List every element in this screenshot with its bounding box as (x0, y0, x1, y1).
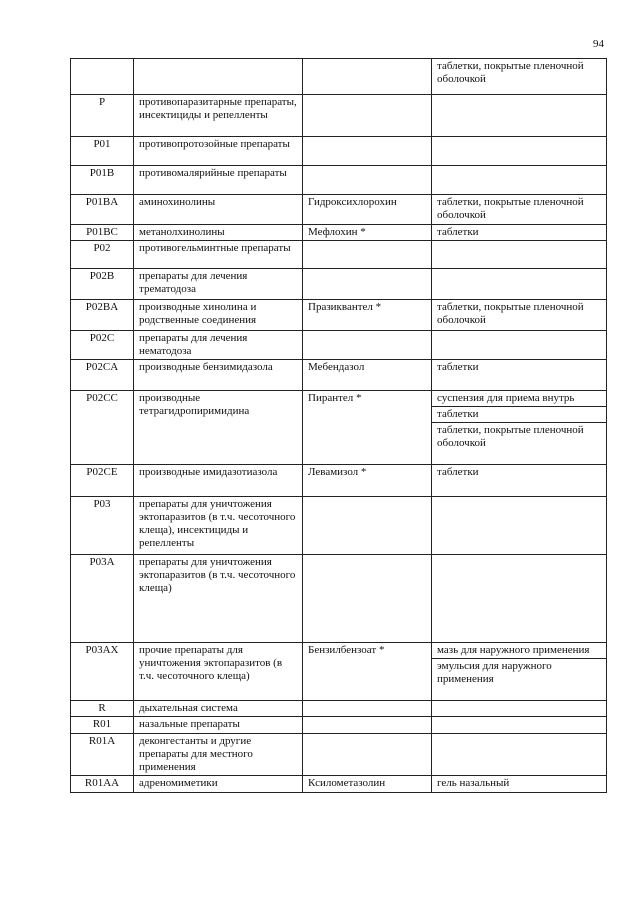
atc-code-cell: P01BC (71, 225, 134, 241)
table-row (71, 241, 607, 269)
drug-name-cell: Празиквантел * (303, 300, 432, 331)
atc-code-cell: P (71, 95, 134, 137)
drug-name-cell: Ксилометазолин (303, 776, 432, 793)
dosage-forms-cell (432, 331, 607, 360)
drug-name-cell (303, 734, 432, 776)
dosage-forms-cell (432, 137, 607, 166)
group-name-cell: противомалярийные препараты (134, 166, 303, 195)
group-name-cell: противопротозойные препараты (134, 137, 303, 166)
dosage-forms-cell (432, 95, 607, 137)
drug-name-cell (303, 95, 432, 137)
dosage-forms-cell (432, 166, 607, 195)
dosage-forms-cell (432, 391, 607, 465)
drug-name-cell: Бензилбензоат * (303, 643, 432, 701)
dosage-forms-cell (432, 643, 607, 701)
group-name-cell: противогельминтные препараты (134, 241, 303, 269)
group-name-cell: назальные препараты (134, 717, 303, 734)
table-row (71, 300, 607, 331)
dosage-forms-cell (432, 269, 607, 300)
dosage-forms-cell (432, 701, 607, 717)
dosage-form: таблетки, покрытые пленочной оболочкой (432, 422, 606, 450)
table-row (71, 331, 607, 360)
dosage-form: гель назальный (437, 777, 510, 789)
drug-name-cell: Мефлохин * (303, 225, 432, 241)
group-name-cell: препараты для лечения трематодоза (134, 269, 303, 300)
table-row (71, 465, 607, 497)
dosage-form: таблетки (437, 466, 479, 478)
table-row (71, 360, 607, 391)
table-row (71, 643, 607, 701)
table-row (71, 555, 607, 643)
table-row (71, 734, 607, 776)
table-row (71, 195, 607, 225)
drug-name-cell: Гидроксихлорохин (303, 195, 432, 225)
table-row (71, 166, 607, 195)
group-name-cell: противопаразитарные препараты, инсектициды и репелленты (134, 95, 303, 137)
atc-code-cell: R01 (71, 717, 134, 734)
drug-name-cell (303, 555, 432, 643)
dosage-forms-cell (432, 465, 607, 497)
drug-name-cell (303, 59, 432, 95)
dosage-forms-cell (432, 776, 607, 793)
atc-code-cell: P03AX (71, 643, 134, 701)
dosage-forms-cell (432, 195, 607, 225)
atc-code-cell: P03A (71, 555, 134, 643)
table-body (71, 59, 607, 793)
atc-code-cell: P02CC (71, 391, 134, 465)
group-name-cell: производные имидазотиазола (134, 465, 303, 497)
atc-code-cell: P03 (71, 497, 134, 555)
dosage-forms-cell (432, 59, 607, 95)
group-name-cell: прочие препараты для уничтожения эктопаразитов (в т.ч. чесоточного клеща) (134, 643, 303, 701)
atc-code-cell: P02BA (71, 300, 134, 331)
table-row (71, 137, 607, 166)
page-number: 94 (593, 38, 604, 50)
dosage-form: суспензия для приема внутрь (437, 392, 575, 404)
atc-code-cell: P02CA (71, 360, 134, 391)
table-row (71, 701, 607, 717)
drug-name-cell (303, 497, 432, 555)
table-row (71, 776, 607, 793)
dosage-form: таблетки, покрытые пленочной оболочкой (437, 301, 584, 326)
drug-name-cell: Левамизол * (303, 465, 432, 497)
group-name-cell: препараты для уничтожения эктопаразитов (в т.ч. чесоточного клеща), инсектициды и репелленты (134, 497, 303, 555)
atc-code-cell: R01AA (71, 776, 134, 793)
dosage-form: таблетки (437, 361, 479, 373)
table-row (71, 391, 607, 465)
dosage-form: мазь для наружного применения (437, 644, 590, 656)
atc-code-cell: P02 (71, 241, 134, 269)
group-name-cell: аминохинолины (134, 195, 303, 225)
dosage-form: таблетки (437, 226, 479, 238)
atc-code-cell: P01B (71, 166, 134, 195)
group-name-cell: адреномиметики (134, 776, 303, 793)
table-row (71, 497, 607, 555)
drug-name-cell: Пирантел * (303, 391, 432, 465)
atc-code-cell: R01A (71, 734, 134, 776)
group-name-cell: препараты для лечения нематодоза (134, 331, 303, 360)
group-name-cell: деконгестанты и другие препараты для местного применения (134, 734, 303, 776)
drug-table (70, 58, 607, 793)
table-row (71, 95, 607, 137)
dosage-forms-cell (432, 241, 607, 269)
group-name-cell: метанолхинолины (134, 225, 303, 241)
dosage-forms-cell (432, 225, 607, 241)
table-row (71, 269, 607, 300)
dosage-form: таблетки, покрытые пленочной оболочкой (437, 60, 584, 85)
atc-code-cell: R (71, 701, 134, 717)
dosage-forms-cell (432, 360, 607, 391)
atc-code-cell: P02B (71, 269, 134, 300)
dosage-form: таблетки, покрытые пленочной оболочкой (437, 196, 584, 221)
drug-name-cell (303, 331, 432, 360)
atc-code-cell: P02CE (71, 465, 134, 497)
dosage-forms-cell (432, 300, 607, 331)
dosage-forms-cell (432, 717, 607, 734)
atc-code-cell (71, 59, 134, 95)
dosage-forms-cell (432, 555, 607, 643)
atc-code-cell: P01 (71, 137, 134, 166)
table-row (71, 59, 607, 95)
group-name-cell: дыхательная система (134, 701, 303, 717)
group-name-cell (134, 59, 303, 95)
drug-name-cell (303, 137, 432, 166)
table-row (71, 225, 607, 241)
drug-name-cell (303, 269, 432, 300)
group-name-cell: препараты для уничтожения эктопаразитов (в т.ч. чесоточного клеща) (134, 555, 303, 643)
drug-name-cell (303, 701, 432, 717)
group-name-cell: производные бензимидазола (134, 360, 303, 391)
dosage-forms-cell (432, 497, 607, 555)
dosage-form: таблетки (432, 406, 606, 421)
drug-name-cell (303, 166, 432, 195)
dosage-form: эмульсия для наружного применения (432, 658, 606, 686)
drug-name-cell (303, 241, 432, 269)
table-row (71, 717, 607, 734)
group-name-cell: производные хинолина и родственные соединения (134, 300, 303, 331)
drug-name-cell (303, 717, 432, 734)
drug-name-cell: Мебендазол (303, 360, 432, 391)
atc-code-cell: P01BA (71, 195, 134, 225)
dosage-forms-cell (432, 734, 607, 776)
group-name-cell: производные тетрагидропиримидина (134, 391, 303, 465)
atc-code-cell: P02C (71, 331, 134, 360)
